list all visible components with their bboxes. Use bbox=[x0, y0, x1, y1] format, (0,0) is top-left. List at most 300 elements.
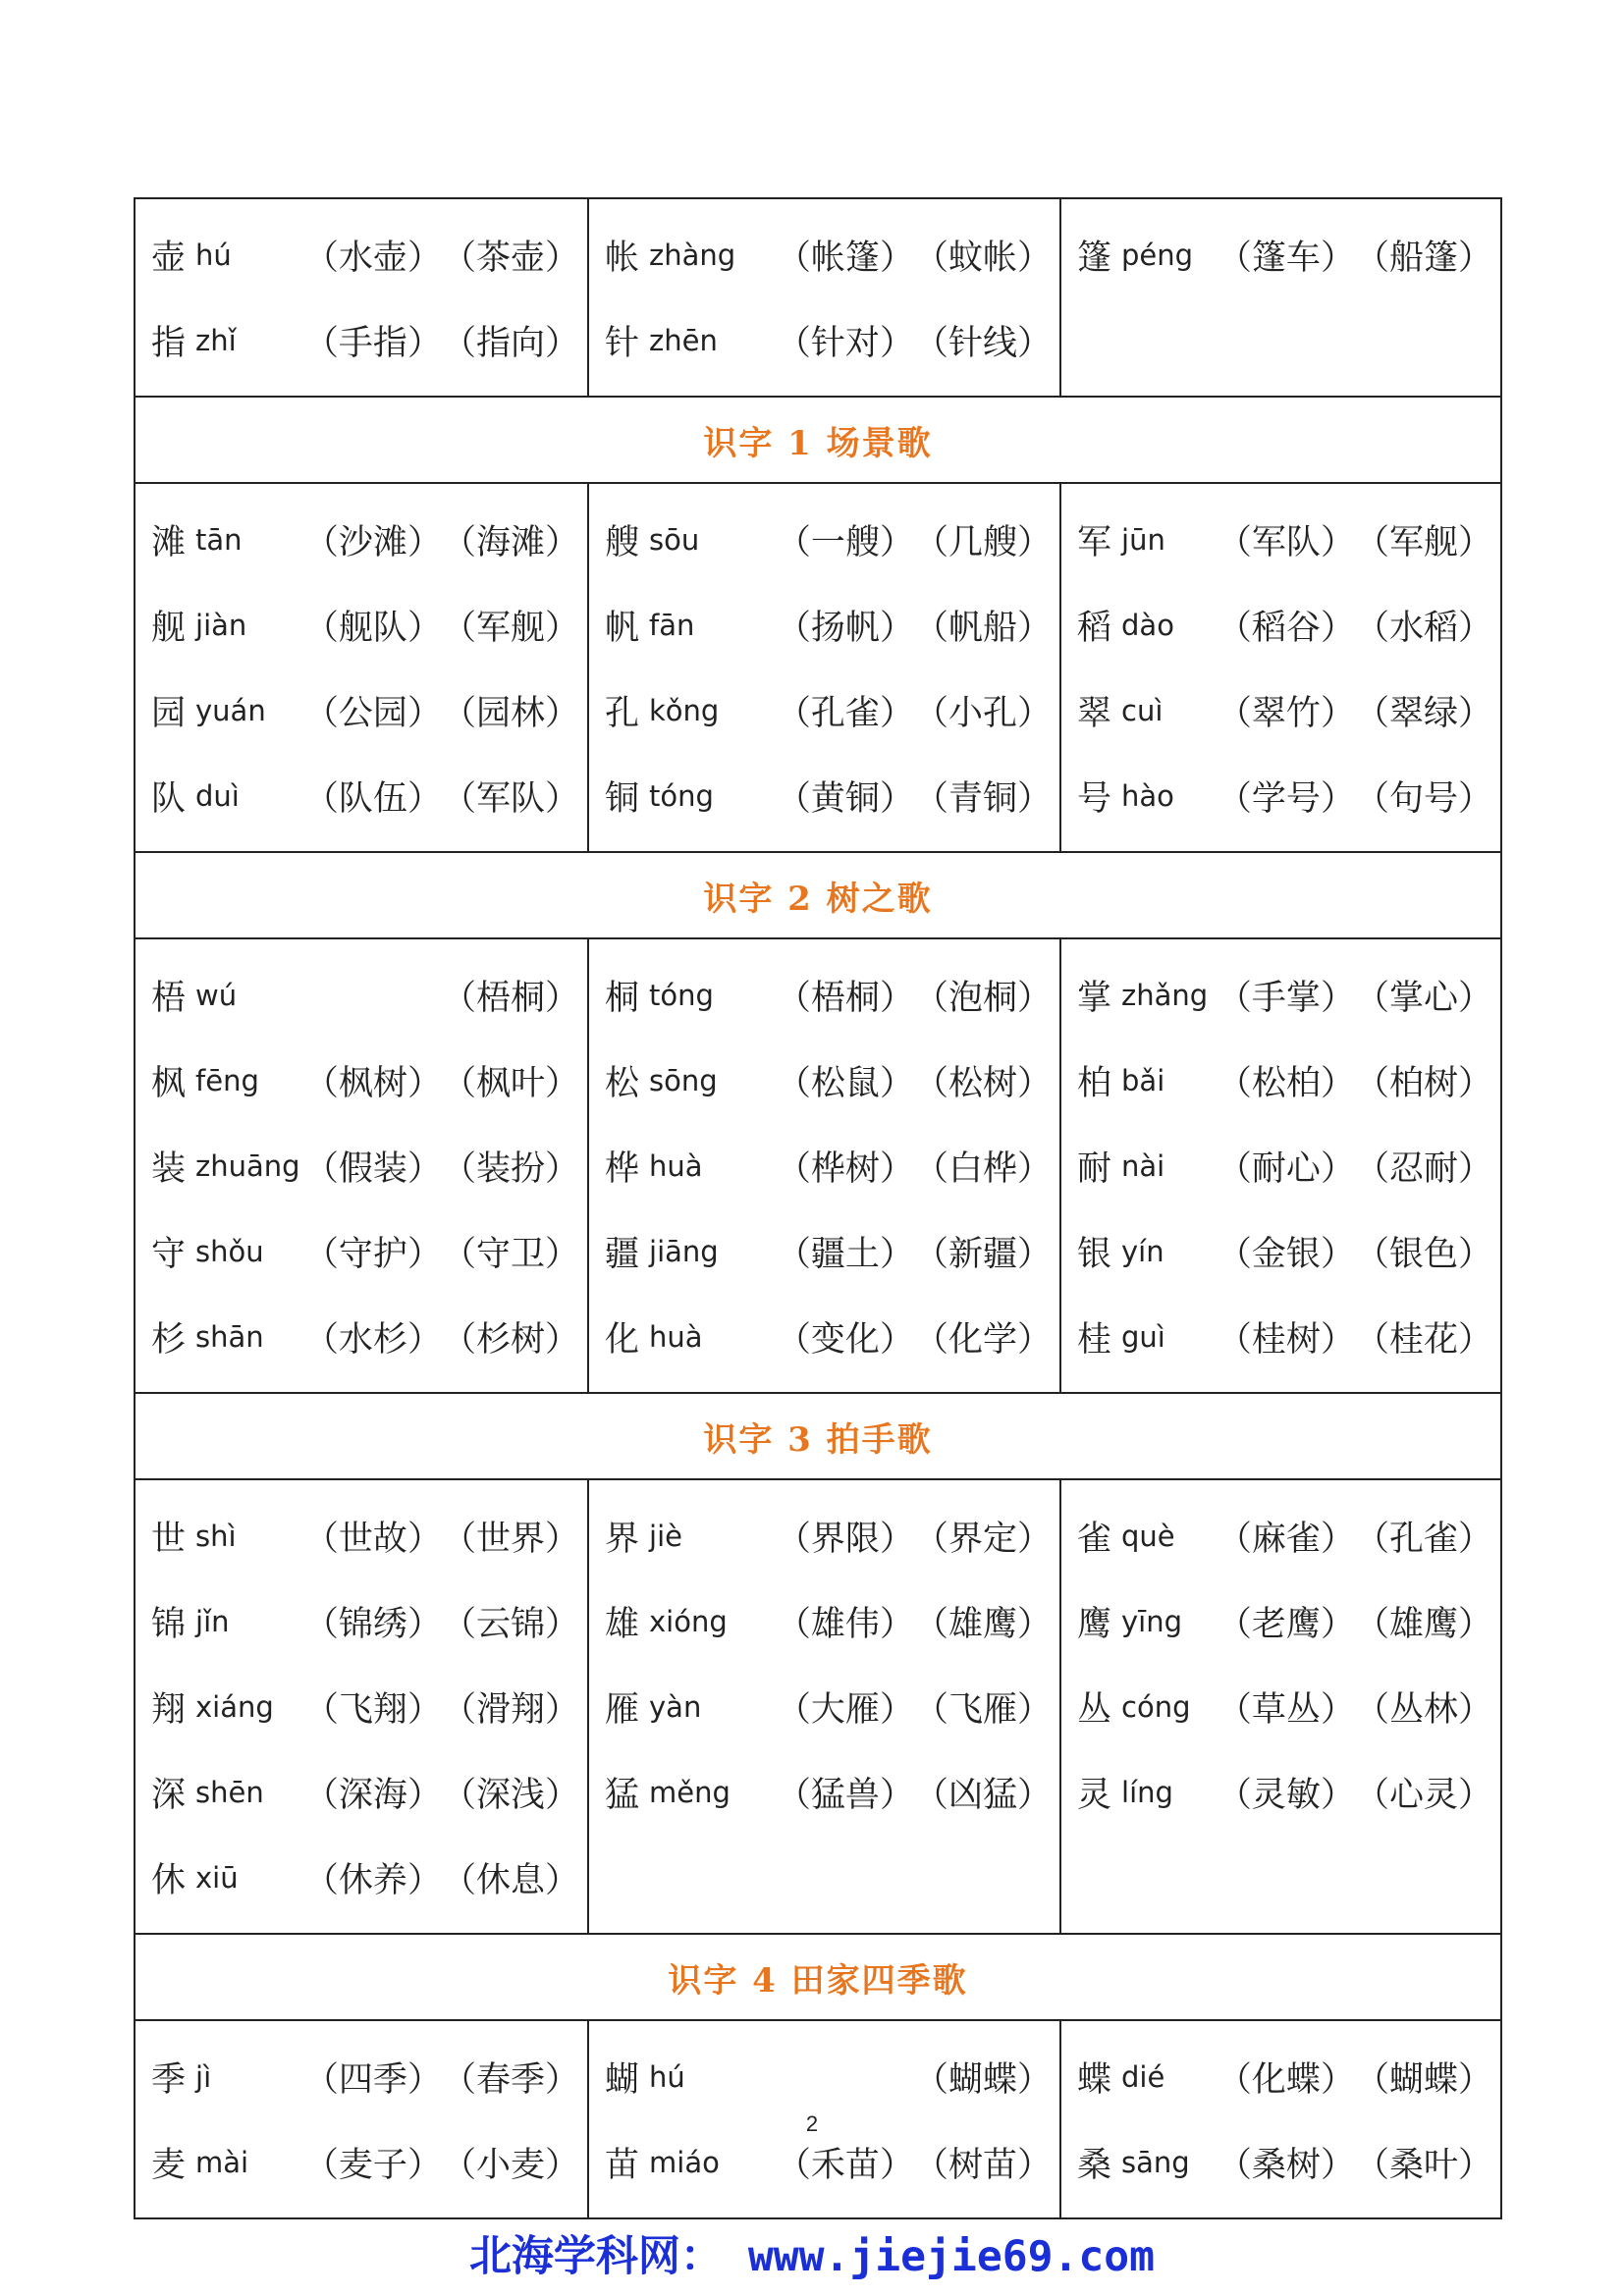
character: 银 bbox=[1077, 1234, 1112, 1274]
character-entry bbox=[135, 497, 587, 582]
character-entry bbox=[135, 753, 587, 838]
example-words bbox=[1218, 686, 1492, 735]
pinyin: yín bbox=[1121, 1234, 1164, 1268]
example-words bbox=[777, 686, 1052, 735]
pinyin: zhǎng bbox=[1121, 978, 1209, 1012]
example-word: （ 手掌 ） bbox=[1218, 971, 1355, 1020]
character: 篷 bbox=[1077, 238, 1112, 278]
example-words bbox=[304, 231, 579, 280]
character: 麦 bbox=[151, 2145, 187, 2185]
example-word: （ 队伍 ） bbox=[304, 772, 442, 821]
example-word: （ 界限 ） bbox=[777, 1512, 914, 1561]
example-word: （ 松鼠 ） bbox=[777, 1056, 914, 1105]
character: 丛 bbox=[1077, 1689, 1112, 1730]
character: 翠 bbox=[1077, 693, 1112, 733]
example-words bbox=[777, 1056, 1052, 1105]
character: 稻 bbox=[1077, 608, 1112, 648]
pinyin: tān bbox=[195, 522, 243, 557]
pinyin: fān bbox=[649, 608, 695, 642]
pinyin: jiāng bbox=[649, 1234, 719, 1268]
character: 队 bbox=[151, 778, 187, 819]
pinyin: cuì bbox=[1121, 693, 1164, 727]
example-word: （ 桦树 ） bbox=[777, 1142, 914, 1191]
example-word: （ 守护 ） bbox=[304, 1227, 442, 1276]
example-word: （ 灵敏 ） bbox=[1218, 1768, 1355, 1817]
character: 季 bbox=[151, 2059, 187, 2100]
character-cell bbox=[135, 1479, 588, 1934]
section-body-row bbox=[135, 483, 1501, 852]
example-word: （ 舰队 ） bbox=[304, 601, 442, 650]
example-word: （ 新疆 ） bbox=[914, 1227, 1052, 1276]
example-words bbox=[304, 772, 579, 821]
example-word: （ 深海 ） bbox=[304, 1768, 442, 1817]
example-word: （ 小孔 ） bbox=[914, 686, 1052, 735]
character: 翔 bbox=[151, 1689, 187, 1730]
character: 杉 bbox=[151, 1319, 187, 1360]
example-word: （ 梧桐 ） bbox=[777, 971, 914, 1020]
example-word: （ 化学 ） bbox=[914, 1312, 1052, 1362]
example-word: （ 桂花 ） bbox=[1355, 1312, 1492, 1362]
example-words bbox=[1218, 1056, 1492, 1105]
example-words bbox=[1218, 515, 1492, 564]
example-words bbox=[1218, 1512, 1492, 1561]
section-title: 识字 1 场景歌 bbox=[135, 397, 1501, 483]
character-entry bbox=[1061, 1664, 1500, 1749]
example-word: （ 篷车 ） bbox=[1218, 231, 1355, 280]
character: 苗 bbox=[605, 2145, 640, 2185]
example-words bbox=[1218, 601, 1492, 650]
example-word: （ 军队 ） bbox=[1218, 515, 1355, 564]
character: 雁 bbox=[605, 1689, 640, 1730]
character-cell bbox=[1060, 198, 1501, 397]
pinyin: xiáng bbox=[195, 1689, 274, 1724]
example-words bbox=[1218, 2138, 1492, 2187]
section-title-row bbox=[135, 397, 1501, 483]
example-word: （ 柏树 ） bbox=[1355, 1056, 1492, 1105]
example-word: （ 银色 ） bbox=[1355, 1227, 1492, 1276]
pinyin: wú bbox=[195, 978, 238, 1012]
example-word: （ 大雁 ） bbox=[777, 1682, 914, 1732]
example-word: （ 心灵 ） bbox=[1355, 1768, 1492, 1817]
example-word: （ 金银 ） bbox=[1218, 1227, 1355, 1276]
example-word: （ 园林 ） bbox=[442, 686, 579, 735]
example-word: （ 海滩 ） bbox=[442, 515, 579, 564]
example-words bbox=[304, 316, 579, 365]
pinyin: jiè bbox=[649, 1519, 682, 1553]
example-word: （ 指向 ） bbox=[442, 316, 579, 365]
example-words bbox=[777, 1142, 1052, 1191]
pinyin: zhēn bbox=[649, 323, 718, 357]
pinyin: bǎi bbox=[1121, 1063, 1165, 1097]
example-word: （ 桑叶 ） bbox=[1355, 2138, 1492, 2187]
example-words bbox=[777, 1597, 1052, 1646]
character-entry bbox=[589, 667, 1059, 753]
character: 桑 bbox=[1077, 2145, 1112, 2185]
character: 滩 bbox=[151, 522, 187, 562]
character-entry bbox=[135, 1835, 587, 1920]
character: 蝴 bbox=[605, 2059, 640, 2100]
example-words bbox=[304, 1682, 579, 1732]
character-entry bbox=[589, 753, 1059, 838]
section-title-row bbox=[135, 1934, 1501, 2020]
section-title: 识字 2 树之歌 bbox=[135, 852, 1501, 938]
character: 世 bbox=[151, 1519, 187, 1559]
pinyin: jūn bbox=[1121, 522, 1165, 557]
pinyin: sōng bbox=[649, 1063, 718, 1097]
example-word: （ 丛林 ） bbox=[1355, 1682, 1492, 1732]
character: 军 bbox=[1077, 522, 1112, 562]
example-word: （ 凶猛 ） bbox=[914, 1768, 1052, 1817]
example-word: （ 蚊帐 ） bbox=[914, 231, 1052, 280]
character-entry bbox=[589, 1038, 1059, 1123]
character: 桦 bbox=[605, 1148, 640, 1189]
example-words bbox=[777, 1768, 1052, 1817]
character-entry bbox=[135, 297, 587, 383]
example-word: （ 梧桐 ） bbox=[442, 971, 579, 1020]
pinyin: kǒng bbox=[649, 693, 720, 727]
pinyin: dié bbox=[1121, 2059, 1165, 2094]
example-word: （ 青铜 ） bbox=[914, 772, 1052, 821]
character: 雄 bbox=[605, 1604, 640, 1644]
example-words bbox=[1218, 1597, 1492, 1646]
example-word: （ 句号 ） bbox=[1355, 772, 1492, 821]
example-word: （ 翠竹 ） bbox=[1218, 686, 1355, 735]
example-word: （ 针对 ） bbox=[777, 316, 914, 365]
character: 壶 bbox=[151, 238, 187, 278]
example-word: （ 水杉 ） bbox=[304, 1312, 442, 1362]
example-words bbox=[304, 1768, 579, 1817]
example-words bbox=[777, 1227, 1052, 1276]
example-word: （ 锦绣 ） bbox=[304, 1597, 442, 1646]
example-words bbox=[777, 1512, 1052, 1561]
example-word: （ 公园 ） bbox=[304, 686, 442, 735]
pinyin: péng bbox=[1121, 238, 1194, 272]
character-cell bbox=[1060, 938, 1501, 1393]
example-word: （ 孔雀 ） bbox=[1355, 1512, 1492, 1561]
character: 孔 bbox=[605, 693, 640, 733]
character-entry bbox=[1061, 2034, 1500, 2119]
character-entry bbox=[589, 1123, 1059, 1208]
section-title-row bbox=[135, 852, 1501, 938]
example-words bbox=[1218, 971, 1492, 1020]
example-word: （ 雄鹰 ） bbox=[1355, 1597, 1492, 1646]
character-entry bbox=[589, 582, 1059, 667]
character-entry bbox=[1061, 753, 1500, 838]
pinyin: guì bbox=[1121, 1319, 1165, 1354]
pinyin: què bbox=[1121, 1519, 1175, 1553]
character-entry bbox=[1061, 1493, 1500, 1578]
pinyin: yàn bbox=[649, 1689, 702, 1724]
example-word: （ 滑翔 ） bbox=[442, 1682, 579, 1732]
character-cell bbox=[1060, 483, 1501, 852]
example-word: （ 疆土 ） bbox=[777, 1227, 914, 1276]
character-entry bbox=[1061, 1294, 1500, 1379]
character: 梧 bbox=[151, 978, 187, 1018]
example-word: （ 老鹰 ） bbox=[1218, 1597, 1355, 1646]
character: 界 bbox=[605, 1519, 640, 1559]
pinyin: jǐn bbox=[195, 1604, 230, 1638]
pinyin: sāng bbox=[1121, 2145, 1190, 2179]
site-watermark: 北海学科网： www.jiejie69.com bbox=[468, 2232, 1156, 2281]
example-word: （ 翠绿 ） bbox=[1355, 686, 1492, 735]
character-cell bbox=[135, 198, 588, 397]
pinyin: duì bbox=[195, 778, 240, 813]
pinyin: huà bbox=[649, 1148, 703, 1183]
example-words bbox=[304, 1853, 579, 1902]
example-word: （ 稻谷 ） bbox=[1218, 601, 1355, 650]
example-word: （ 军队 ） bbox=[442, 772, 579, 821]
example-words bbox=[777, 601, 1052, 650]
character: 艘 bbox=[605, 522, 640, 562]
character-entry bbox=[135, 952, 587, 1038]
example-word: （ 松柏 ） bbox=[1218, 1056, 1355, 1105]
pinyin: hú bbox=[649, 2059, 685, 2094]
example-word: （ 休息 ） bbox=[442, 1853, 579, 1902]
character-entry bbox=[589, 1493, 1059, 1578]
example-word: （ 假装 ） bbox=[304, 1142, 442, 1191]
character: 守 bbox=[151, 1234, 187, 1274]
example-words bbox=[304, 515, 579, 564]
character-entry bbox=[589, 2034, 1059, 2119]
character-entry bbox=[589, 952, 1059, 1038]
example-word: （ 世故 ） bbox=[304, 1512, 442, 1561]
section-body-row bbox=[135, 198, 1501, 397]
pinyin: xiū bbox=[195, 1860, 239, 1895]
example-word: （ 水壶 ） bbox=[304, 231, 442, 280]
example-words bbox=[304, 1312, 579, 1362]
example-word: （ 军舰 ） bbox=[442, 601, 579, 650]
character-entry bbox=[1061, 497, 1500, 582]
example-word: （ 黄铜 ） bbox=[777, 772, 914, 821]
example-word: （ 界定 ） bbox=[914, 1512, 1052, 1561]
example-words bbox=[1218, 1768, 1492, 1817]
character: 指 bbox=[151, 323, 187, 363]
pinyin: cóng bbox=[1121, 1689, 1191, 1724]
character-entry bbox=[589, 1749, 1059, 1835]
character-entry bbox=[589, 212, 1059, 297]
example-words bbox=[304, 1512, 579, 1561]
character-entry bbox=[135, 667, 587, 753]
character: 园 bbox=[151, 693, 187, 733]
pinyin: miáo bbox=[649, 2145, 720, 2179]
example-word: （ 学号 ） bbox=[1218, 772, 1355, 821]
character-cell bbox=[588, 483, 1060, 852]
example-word: （ 化蝶 ） bbox=[1218, 2053, 1355, 2102]
pinyin: jì bbox=[195, 2059, 212, 2094]
character: 舰 bbox=[151, 608, 187, 648]
character-entry bbox=[1061, 582, 1500, 667]
pinyin: yīng bbox=[1121, 1604, 1183, 1638]
example-word: （ 水稻 ） bbox=[1355, 601, 1492, 650]
pinyin: shān bbox=[195, 1319, 264, 1354]
character: 帆 bbox=[605, 608, 640, 648]
pinyin: mài bbox=[195, 2145, 249, 2179]
example-word: （ 枫树 ） bbox=[304, 1056, 442, 1105]
pinyin: tóng bbox=[649, 978, 714, 1012]
character-entry bbox=[135, 1123, 587, 1208]
pinyin: shì bbox=[195, 1519, 237, 1553]
example-word: （ 桂树 ） bbox=[1218, 1312, 1355, 1362]
example-words bbox=[1218, 772, 1492, 821]
character-entry bbox=[1061, 952, 1500, 1038]
pinyin: hào bbox=[1121, 778, 1174, 813]
example-word: （ 帐篷 ） bbox=[777, 231, 914, 280]
character: 柏 bbox=[1077, 1063, 1112, 1103]
example-word: （ 雄伟 ） bbox=[777, 1597, 914, 1646]
example-word: （ 忍耐 ） bbox=[1355, 1142, 1492, 1191]
example-word: （ 白桦 ） bbox=[914, 1142, 1052, 1191]
example-word: （ 草丛 ） bbox=[1218, 1682, 1355, 1732]
character-entry bbox=[1061, 1578, 1500, 1664]
pinyin: hú bbox=[195, 238, 232, 272]
character: 桐 bbox=[605, 978, 640, 1018]
example-word: （ 禾苗 ） bbox=[777, 2138, 914, 2187]
example-words bbox=[304, 1597, 579, 1646]
example-word: （ 帆船 ） bbox=[914, 601, 1052, 650]
character-entry bbox=[135, 1208, 587, 1294]
example-words bbox=[304, 1227, 579, 1276]
pinyin: zhuāng bbox=[195, 1148, 300, 1183]
character-entry bbox=[589, 1664, 1059, 1749]
character-entry bbox=[589, 1208, 1059, 1294]
example-word: （ 扬帆 ） bbox=[777, 601, 914, 650]
pinyin: xióng bbox=[649, 1604, 728, 1638]
example-word: （ 变化 ） bbox=[777, 1312, 914, 1362]
vocabulary-table bbox=[134, 197, 1502, 2219]
character-entry bbox=[135, 1578, 587, 1664]
example-words bbox=[1218, 1227, 1492, 1276]
example-word: （ 船篷 ） bbox=[1355, 231, 1492, 280]
character: 蝶 bbox=[1077, 2059, 1112, 2100]
example-word: （ 飞雁 ） bbox=[914, 1682, 1052, 1732]
character: 休 bbox=[151, 1860, 187, 1900]
example-word: （ 蝴蝶 ） bbox=[914, 2053, 1052, 2102]
character-entry bbox=[1061, 1123, 1500, 1208]
example-words bbox=[304, 686, 579, 735]
pinyin: tóng bbox=[649, 778, 714, 813]
character-entry bbox=[1061, 1208, 1500, 1294]
section-title: 识字 4 田家四季歌 bbox=[135, 1934, 1501, 2020]
example-words bbox=[777, 971, 1052, 1020]
character: 掌 bbox=[1077, 978, 1112, 1018]
pinyin: fēng bbox=[195, 1063, 259, 1097]
page-number: 2 bbox=[805, 2111, 819, 2136]
character: 针 bbox=[605, 323, 640, 363]
character: 枫 bbox=[151, 1063, 187, 1103]
example-word: （ 飞翔 ） bbox=[304, 1682, 442, 1732]
example-word: （ 四季 ） bbox=[304, 2053, 442, 2102]
section-body-row bbox=[135, 1479, 1501, 1934]
pinyin: nài bbox=[1121, 1148, 1165, 1183]
example-word: （ 休养 ） bbox=[304, 1853, 442, 1902]
character: 号 bbox=[1077, 778, 1112, 819]
pinyin: yuán bbox=[195, 693, 266, 727]
example-words bbox=[1218, 2053, 1492, 2102]
example-word: （ 树苗 ） bbox=[914, 2138, 1052, 2187]
character: 耐 bbox=[1077, 1148, 1112, 1189]
character-cell bbox=[588, 198, 1060, 397]
example-word: （ 军舰 ） bbox=[1355, 515, 1492, 564]
section-body-row bbox=[135, 938, 1501, 1393]
character-entry bbox=[589, 497, 1059, 582]
character-entry bbox=[135, 1664, 587, 1749]
character: 疆 bbox=[605, 1234, 640, 1274]
example-word: （ 沙滩 ） bbox=[304, 515, 442, 564]
pinyin: sōu bbox=[649, 522, 700, 557]
example-word: （ 装扮 ） bbox=[442, 1142, 579, 1191]
example-word: （ 杉树 ） bbox=[442, 1312, 579, 1362]
example-words bbox=[777, 1312, 1052, 1362]
example-word: （ 云锦 ） bbox=[442, 1597, 579, 1646]
character-entry bbox=[589, 297, 1059, 383]
example-word: （ 几艘 ） bbox=[914, 515, 1052, 564]
character: 帐 bbox=[605, 238, 640, 278]
character-entry bbox=[135, 2034, 587, 2119]
character-entry bbox=[1061, 667, 1500, 753]
character-entry bbox=[589, 1578, 1059, 1664]
example-words bbox=[777, 515, 1052, 564]
character-entry bbox=[1061, 1038, 1500, 1123]
character-entry bbox=[135, 582, 587, 667]
character: 化 bbox=[605, 1319, 640, 1360]
example-words bbox=[777, 1682, 1052, 1732]
example-word: （ 一艘 ） bbox=[777, 515, 914, 564]
example-words bbox=[304, 2138, 579, 2187]
example-word: （ 枫叶 ） bbox=[442, 1056, 579, 1105]
example-word: （ 耐心 ） bbox=[1218, 1142, 1355, 1191]
example-word: （ 深浅 ） bbox=[442, 1768, 579, 1817]
example-words bbox=[1218, 1682, 1492, 1732]
character-cell bbox=[588, 938, 1060, 1393]
example-word: （ 守卫 ） bbox=[442, 1227, 579, 1276]
example-words bbox=[304, 1142, 579, 1191]
character-entry bbox=[1061, 212, 1500, 297]
character: 铜 bbox=[605, 778, 640, 819]
character-cell bbox=[588, 1479, 1060, 1934]
example-words bbox=[1218, 231, 1492, 280]
character-cell bbox=[135, 483, 588, 852]
example-words bbox=[1218, 1312, 1492, 1362]
example-words bbox=[777, 2138, 1052, 2187]
example-words bbox=[304, 1056, 579, 1105]
example-word: （ 桑树 ） bbox=[1218, 2138, 1355, 2187]
example-words bbox=[1218, 1142, 1492, 1191]
pinyin: huà bbox=[649, 1319, 703, 1354]
character: 猛 bbox=[605, 1775, 640, 1815]
example-word: （ 松树 ） bbox=[914, 1056, 1052, 1105]
pinyin: jiàn bbox=[195, 608, 247, 642]
character: 锦 bbox=[151, 1604, 187, 1644]
character-entry bbox=[1061, 1749, 1500, 1835]
pinyin: shēn bbox=[195, 1775, 264, 1809]
example-word: （ 手指 ） bbox=[304, 316, 442, 365]
example-word: （ 猛兽 ） bbox=[777, 1768, 914, 1817]
character: 灵 bbox=[1077, 1775, 1112, 1815]
character: 深 bbox=[151, 1775, 187, 1815]
example-words bbox=[777, 231, 1052, 280]
example-word: （ 蝴蝶 ） bbox=[1355, 2053, 1492, 2102]
character-entry bbox=[135, 1749, 587, 1835]
pinyin: měng bbox=[649, 1775, 731, 1809]
character-entry bbox=[135, 1294, 587, 1379]
example-word: （ 泡桐 ） bbox=[914, 971, 1052, 1020]
character-entry bbox=[135, 1038, 587, 1123]
pinyin: zhǐ bbox=[195, 323, 237, 357]
character: 桂 bbox=[1077, 1319, 1112, 1360]
character: 松 bbox=[605, 1063, 640, 1103]
character-entry bbox=[135, 212, 587, 297]
pinyin: líng bbox=[1121, 1775, 1173, 1809]
